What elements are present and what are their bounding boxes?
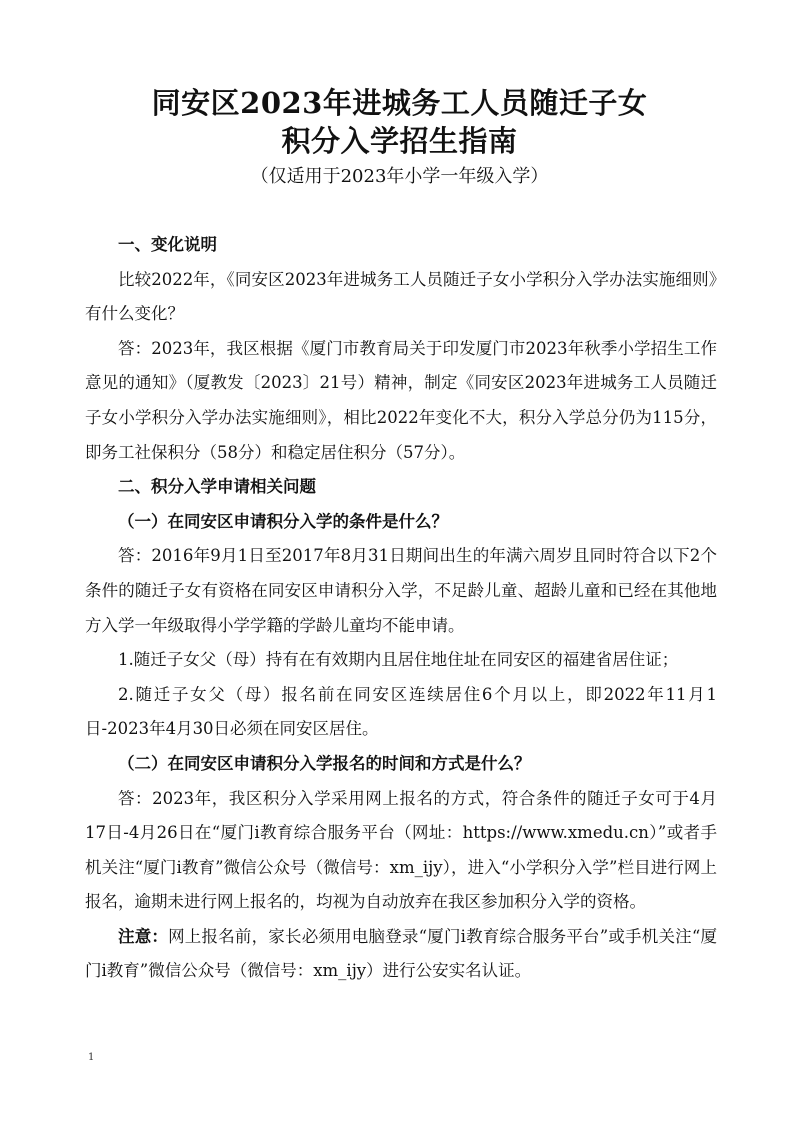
note-paragraph	[85, 920, 717, 989]
question-1-answer: 答：2016年9月1日至2017年8月31日期间出生的年满六周岁且同时符合以下2个条件的随迁子女有资格在同安区申请积分入学，不足龄儿童、超龄儿童和已经在其他地方入学一年级取得小学学籍的学龄儿童均不能申请。	[85, 546, 717, 635]
question-1-heading: （一）在同安区申请积分入学的条件是什么？	[118, 511, 448, 531]
document-subtitle: （仅适用于2023年小学一年级入学）	[250, 166, 549, 187]
question-1-condition-1: 1.随迁子女父（母）持有在有效期内且居住地住址在同安区的福建省居住证；	[118, 650, 679, 670]
document-body	[85, 228, 717, 989]
document-title-line-2: 积分入学招生指南	[281, 124, 518, 158]
question-2-answer: 答：2023年，我区积分入学采用网上报名的方式，符合条件的随迁子女可于4月17日-4月26日在“厦门i教育综合服务平台（网址：https://www.xmedu.cn）”或者手机关注“厦门i教育”微信公众号（微信号：xm_ijy），进入“小学积分入学”栏目进行网上报名，逾期未进行网上报名的，均视为自动放弃在我区参加积分入学的资格。	[85, 788, 717, 912]
section-1-answer: 答：2023年，我区根据《厦门市教育局关于印发厦门市2023年秋季小学招生工作意见的通知》（厦教发〔2023〕21号）精神，制定《同安区2023年进城务工人员随迁子女小学积分入学办法实施细则》，相比2022年变化不大，积分入学总分仍为115分，即务工社保积分（58分）和稳定居住积分（57分）。	[85, 338, 717, 462]
note-label: 注意：	[118, 926, 169, 946]
document-title-line-1: 同安区2023年进城务工人员随迁子女	[151, 86, 648, 120]
question-2-heading: （二）在同安区申请积分入学报名的时间和方式是什么？	[118, 753, 531, 773]
page-number: 1	[88, 1052, 95, 1063]
note-text: 网上报名前，家长必须用电脑登录“厦门i教育综合服务平台”或手机关注“厦门i教育”微信公众号（微信号：xm_ijy）进行公安实名认证。	[85, 926, 717, 981]
section-1-heading: 一、变化说明	[118, 235, 217, 254]
title-block	[0, 84, 799, 192]
section-1-question: 比较2022年，《同安区2023年进城务工人员随迁子女小学积分入学办法实施细则》有什么变化？	[85, 269, 717, 324]
question-1-condition-2: 2.随迁子女父（母）报名前在同安区连续居住6个月以上，即2022年11月1日-2023年4月30日必须在同安区居住。	[85, 684, 717, 739]
section-2-heading: 二、积分入学申请相关问题	[118, 477, 316, 497]
